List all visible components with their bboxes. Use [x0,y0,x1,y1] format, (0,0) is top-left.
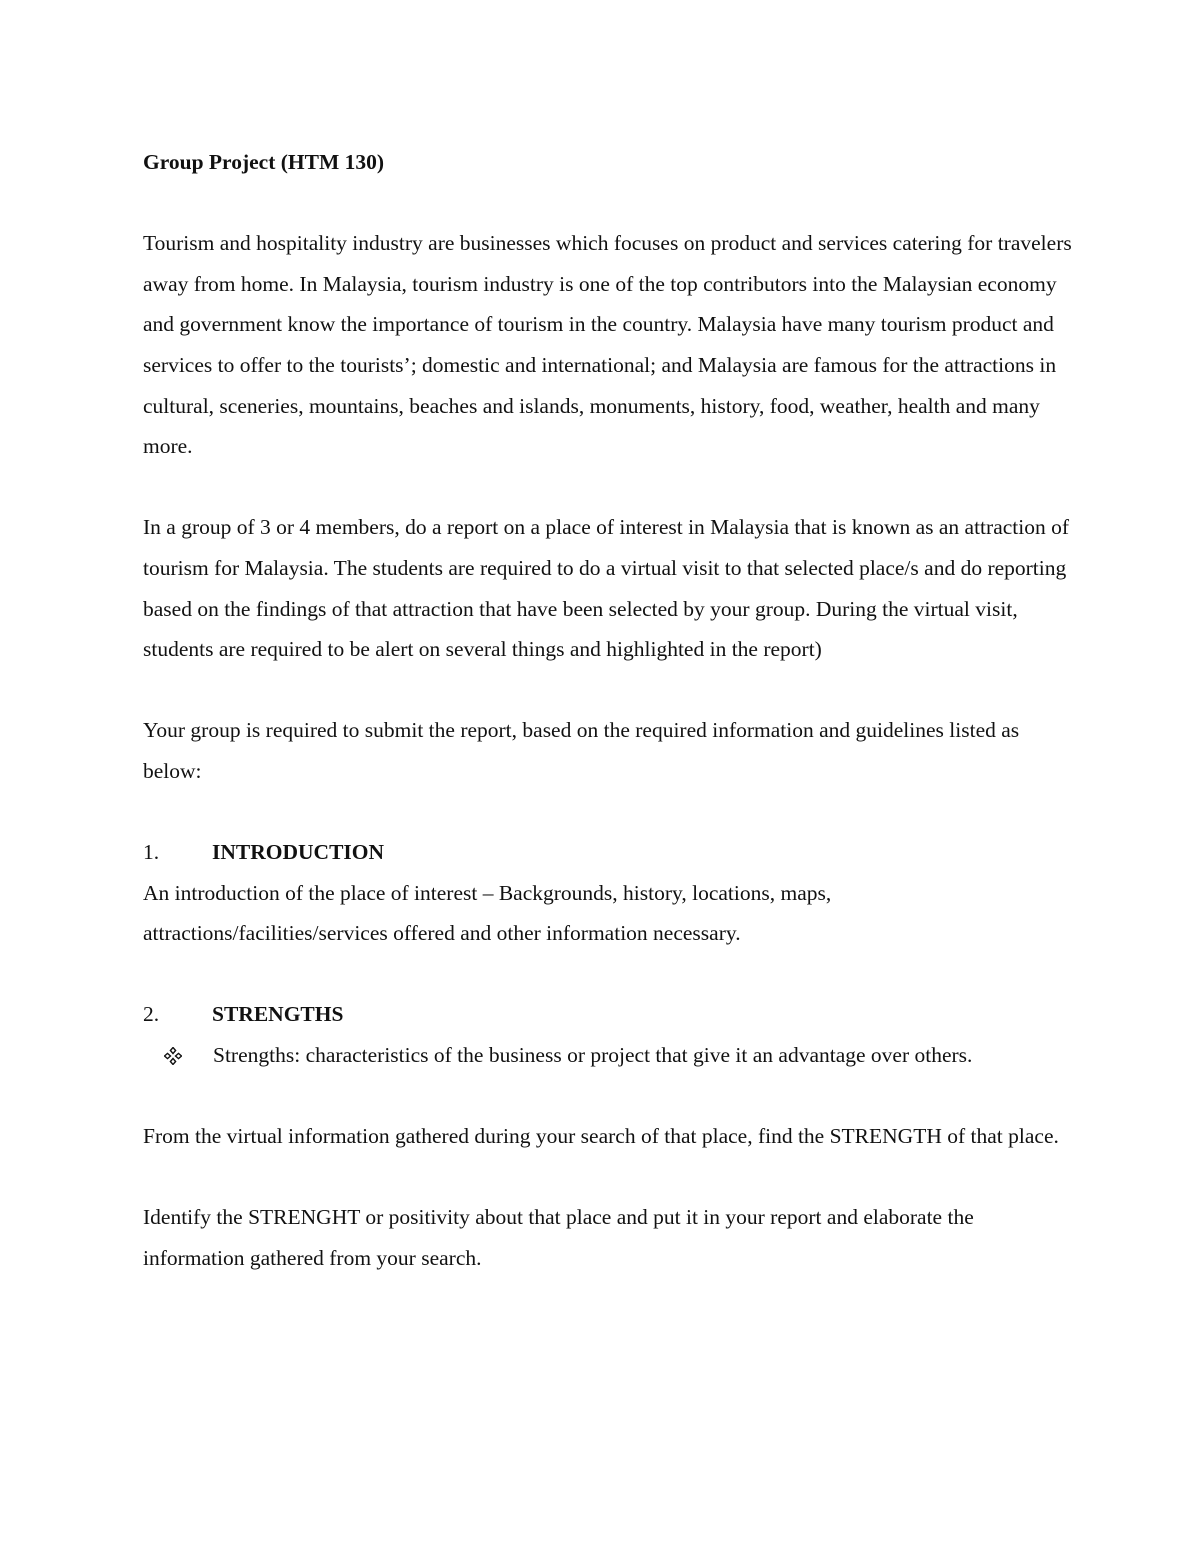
section-title: STRENGTHS [212,1002,344,1027]
section-strengths-heading [143,994,1073,1035]
bullet-text: Strengths: characteristics of the business or project that give it an advantage over others. [213,1043,973,1068]
strength-paragraph-1: From the virtual information gathered during your search of that place, find the STRENGTH of that place. [143,1124,1059,1149]
section-introduction-heading [143,832,1073,873]
document-title: Group Project (HTM 130) [143,150,385,174]
section-number: 1. [143,840,160,865]
document-body [143,142,1073,1279]
section-title: INTRODUCTION [212,840,385,865]
four-diamond-bullet-icon [164,1035,213,1076]
task-paragraph: In a group of 3 or 4 members, do a report on a place of interest in Malaysia that is known as an attraction of tourism for Malaysia. The students are required to do a virtual visit to that selected place/s and do reporting based on the findings of that attraction that have been selected by your group. During the virtual visit, students are required to be alert on several things and highlighted in the report) [143,515,1070,662]
bullet-item [143,1035,1073,1076]
section-introduction-body: An introduction of the place of interest – Backgrounds, history, locations, maps, attractions/facilities/services offered and other information necessary. [143,880,832,946]
submit-paragraph: Your group is required to submit the report, based on the required information and guidelines listed as below: [143,718,1020,783]
strength-paragraph-2: Identify the STRENGHT or positivity about that place and put it in your report and elaborate the information gathered from your search. [143,1205,974,1271]
intro-paragraph: Tourism and hospitality industry are businesses which focuses on product and services catering for travelers away from home. In Malaysia, tourism industry is one of the top contributors into the Malaysian economy and government know the importance of tourism in the country. Malaysia have many tourism product and services to offer to the tourists’; domestic and international; and Malaysia are famous for the attractions in cultural, sceneries, mountains, beaches and islands, monuments, history, food, weather, health and many more. [143,231,1072,459]
section-number: 2. [143,1002,160,1027]
